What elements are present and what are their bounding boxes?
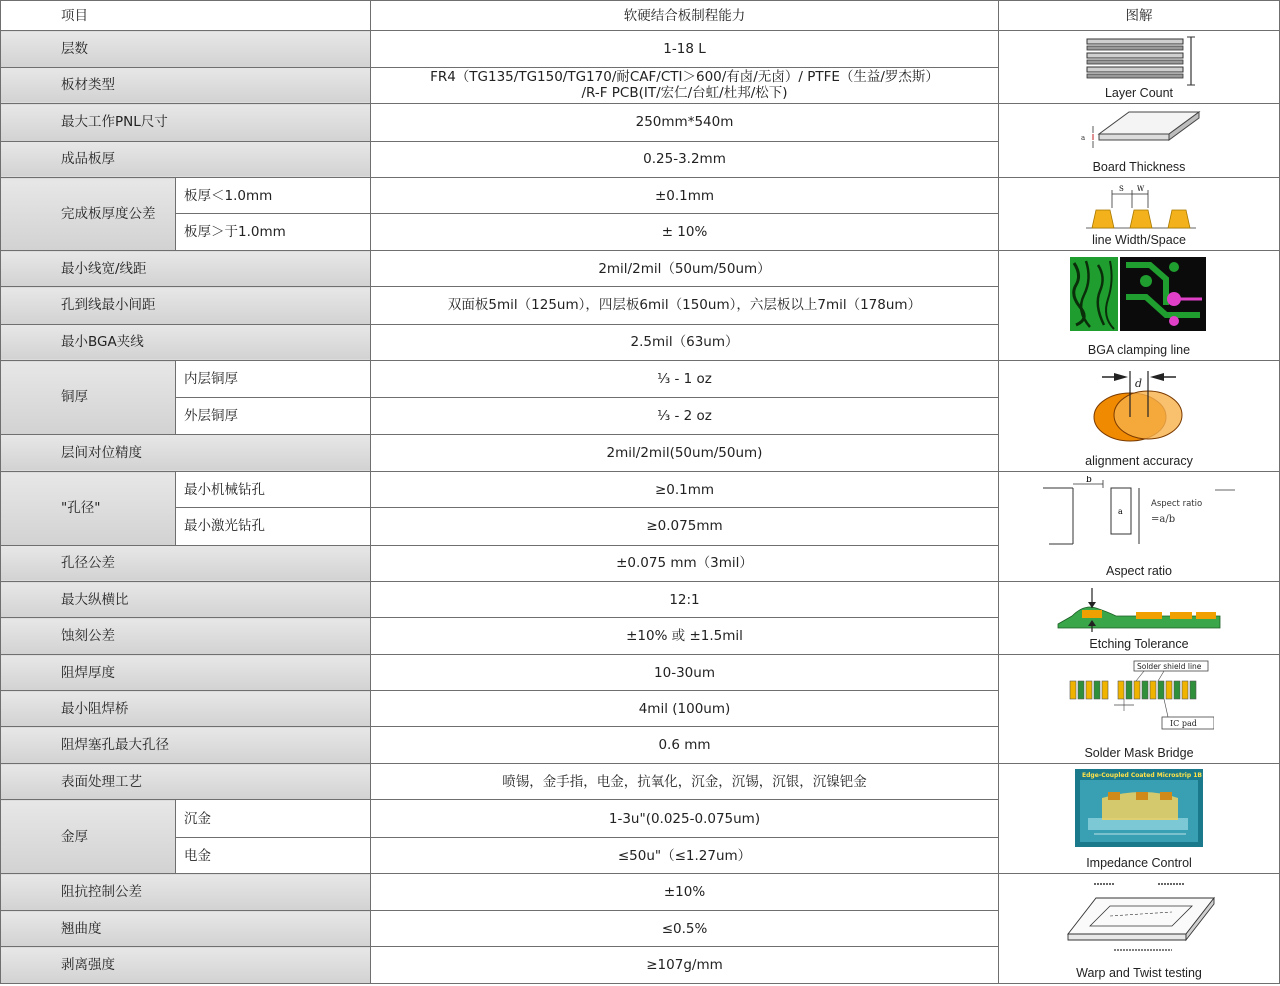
row-label-impedance: 阻抗控制公差 [1, 874, 371, 911]
alignment-accuracy-icon [1084, 365, 1194, 445]
row-value-copper-inner: ⅓ - 1 oz [371, 361, 999, 398]
etching-tolerance-icon [1054, 586, 1224, 636]
row-sub-thk-gt: 板厚＞于1.0mm [176, 214, 371, 251]
row-label-thickness: 成品板厚 [1, 141, 371, 178]
table-row [1, 874, 1280, 911]
impedance-control-icon [1074, 768, 1204, 848]
figure-caption: Solder Mask Bridge [1084, 746, 1194, 760]
figure-layer-count [999, 31, 1280, 104]
row-label-gold: 金厚 [1, 800, 176, 874]
figure-caption: Impedance Control [1086, 856, 1192, 870]
row-value-mask-bridge: 4mil (100um) [371, 691, 999, 727]
row-value-thickness: 0.25-3.2mm [371, 141, 999, 178]
row-label-plug-hole: 阻焊塞孔最大孔径 [1, 727, 371, 764]
impedance-banner: Edge-Coupled Coated Microstrip 1B [1082, 772, 1202, 779]
line-width-space-icon [1074, 182, 1204, 234]
figure-line-ws [999, 178, 1280, 251]
row-label-alignment: 层间对位精度 [1, 434, 371, 471]
row-label-mask-bridge: 最小阻焊桥 [1, 691, 371, 727]
row-value-surface: 喷锡，金手指，电金，抗氧化，沉金，沉锡，沉银，沉镍钯金 [371, 764, 999, 800]
row-label-min-lw: 最小线宽/线距 [1, 251, 371, 287]
header-capability: 软硬结合板制程能力 [371, 1, 999, 31]
row-label-peel: 剥离强度 [1, 947, 371, 984]
figure-caption: Layer Count [1104, 86, 1174, 100]
aspect-note-1: Aspect ratio [1151, 499, 1203, 509]
row-value-enig: 1-3u"(0.025-0.075um) [371, 800, 999, 838]
header-item: 项目 [1, 1, 371, 31]
row-label-thk-tol: 完成板厚度公差 [1, 178, 176, 251]
bga-clamping-icon [1070, 255, 1208, 333]
row-value-aspect: 12:1 [371, 582, 999, 618]
table-header-row [1, 1, 1280, 31]
aspect-note-2: =a/b [1151, 514, 1176, 525]
row-sub-thk-lt: 板厚＜1.0mm [176, 178, 371, 214]
header-illustration: 图解 [999, 1, 1280, 31]
row-sub-enig: 沉金 [176, 800, 371, 838]
row-value-min-bga: 2.5mil（63um） [371, 324, 999, 360]
row-label-aspect: 最大纵横比 [1, 582, 371, 618]
row-label-surface: 表面处理工艺 [1, 764, 371, 800]
figure-caption: Etching Tolerance [1089, 637, 1189, 651]
figure-caption: Board Thickness [1092, 160, 1186, 174]
material-line-1: FR4（TG135/TG150/TG170/耐CAF/CTI＞600/有卤/无卤）/ PTFE（生益/罗杰斯） [430, 69, 939, 86]
row-sub-copper-inner: 内层铜厚 [176, 361, 371, 398]
warp-twist-icon [1054, 878, 1224, 958]
table-row [1, 764, 1280, 800]
table-row [1, 472, 1280, 508]
figure-caption: line Width/Space [1092, 233, 1186, 247]
figure-caption: alignment accuracy [1085, 454, 1193, 468]
row-value-thk-gt: ± 10% [371, 214, 999, 251]
figure-impedance [999, 764, 1280, 874]
row-value-layers: 1-18 L [371, 31, 999, 68]
row-value-material [371, 67, 999, 104]
row-value-laser-drill: ≥0.075mm [371, 508, 999, 545]
aspect-a-label: a [1118, 507, 1123, 516]
row-value-etch: ±10% 或 ±1.5mil [371, 618, 999, 655]
row-sub-mech-drill: 最小机械钻孔 [176, 472, 371, 508]
figure-caption: Aspect ratio [1105, 564, 1172, 578]
figure-caption: Warp and Twist testing [1076, 966, 1202, 980]
row-value-copper-outer: ⅓ - 2 oz [371, 398, 999, 434]
row-value-plug-hole: 0.6 mm [371, 727, 999, 764]
row-label-copper: 铜厚 [1, 361, 176, 435]
row-value-impedance: ±10% [371, 874, 999, 911]
row-sub-laser-drill: 最小激光钻孔 [176, 508, 371, 545]
callout-top: Solder shield line [1137, 662, 1202, 671]
row-value-mech-drill: ≥0.1mm [371, 472, 999, 508]
row-sub-electro-gold: 电金 [176, 838, 371, 874]
offset-label: d [1135, 377, 1143, 390]
table-row [1, 251, 1280, 287]
figure-aspect-ratio [999, 472, 1280, 582]
table-row [1, 104, 1280, 142]
row-label-hole-tol: 孔径公差 [1, 545, 371, 581]
row-value-electro-gold: ≤50u"（≤1.27um） [371, 838, 999, 874]
row-label-hole-dia: "孔径" [1, 472, 176, 546]
row-value-thk-lt: ±0.1mm [371, 178, 999, 214]
table-row [1, 31, 1280, 68]
row-value-mask-thk: 10-30um [371, 655, 999, 691]
row-value-hole-tol: ±0.075 mm（3mil） [371, 545, 999, 581]
figure-bga [999, 251, 1280, 361]
row-label-material: 板材类型 [1, 67, 371, 104]
row-value-hole-line: 双面板5mil（125um），四层板6mil（150um），六层板以上7mil（178um） [371, 287, 999, 324]
row-sub-copper-outer: 外层铜厚 [176, 398, 371, 434]
callout-bottom: IC pad [1170, 719, 1197, 728]
row-label-layers: 层数 [1, 31, 371, 68]
figure-board-thickness [999, 104, 1280, 178]
figure-etching [999, 582, 1280, 655]
aspect-b-label: b [1086, 476, 1092, 485]
row-value-peel: ≥107g/mm [371, 947, 999, 984]
row-label-hole-line: 孔到线最小间距 [1, 287, 371, 324]
solder-mask-bridge-icon [1064, 659, 1214, 739]
row-value-min-lw: 2mil/2mil（50um/50um） [371, 251, 999, 287]
row-value-warp: ≤0.5% [371, 911, 999, 947]
figure-alignment [999, 361, 1280, 472]
table-row [1, 655, 1280, 691]
row-label-max-pnl: 最大工作PNL尺寸 [1, 104, 371, 142]
width-label: W [1137, 185, 1145, 193]
layer-stack-icon [1079, 35, 1199, 89]
row-label-mask-thk: 阻焊厚度 [1, 655, 371, 691]
table-row [1, 582, 1280, 618]
aspect-ratio-icon [1039, 476, 1239, 554]
row-label-warp: 翘曲度 [1, 911, 371, 947]
table-row [1, 361, 1280, 398]
figure-warp-twist [999, 874, 1280, 984]
figure-solder-mask-bridge [999, 655, 1280, 764]
figure-caption: BGA clamping line [1087, 343, 1191, 357]
row-label-min-bga: 最小BGA夹线 [1, 324, 371, 360]
row-label-etch: 蚀刻公差 [1, 618, 371, 655]
board-thickness-icon [1069, 108, 1209, 160]
row-value-max-pnl: 250mm*540m [371, 104, 999, 142]
thickness-label: a [1081, 134, 1086, 142]
table-row [1, 178, 1280, 214]
row-value-alignment: 2mil/2mil(50um/50um) [371, 434, 999, 471]
space-label: S [1119, 185, 1124, 193]
material-line-2: /R-F PCB(IT/宏仁/台虹/杜邦/松下) [581, 85, 788, 102]
